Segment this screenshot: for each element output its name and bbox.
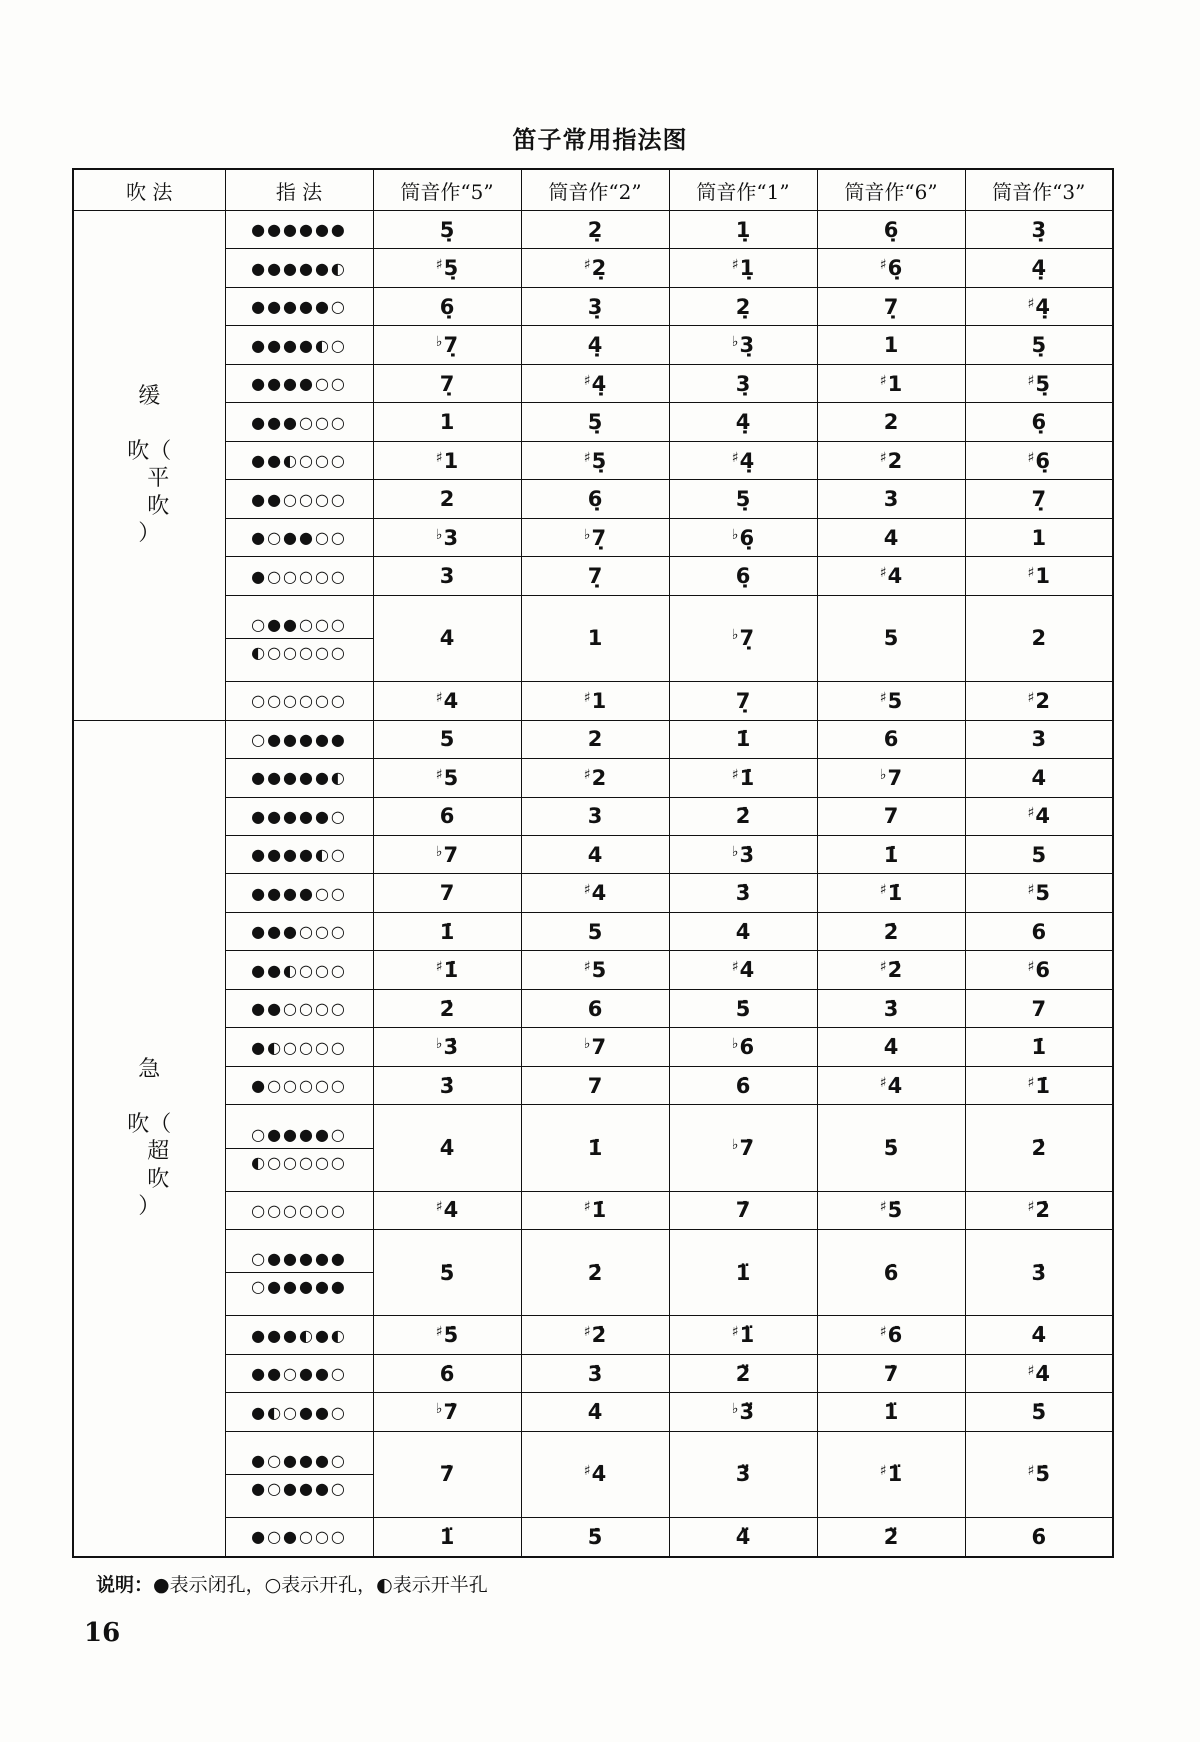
- note-cell: 4: [521, 836, 669, 874]
- note-cell: ♯6: [965, 951, 1113, 989]
- fingering-cell: [225, 912, 373, 950]
- note-cell: 6̇: [373, 1354, 521, 1392]
- note-cell: 6̣: [669, 557, 817, 595]
- fingering-cell: [225, 480, 373, 518]
- note-cell: 7: [965, 989, 1113, 1027]
- note-cell: ♯4: [373, 682, 521, 720]
- fingering-cell: [225, 759, 373, 797]
- note-cell: 2: [965, 595, 1113, 681]
- note-cell: ♯1: [965, 557, 1113, 595]
- note-cell: 5̣: [669, 480, 817, 518]
- table-row: [73, 1066, 1113, 1104]
- note-cell: ♯5̣: [373, 249, 521, 287]
- fingering-cell: [225, 441, 373, 479]
- fingering-pattern: ○○○○○○: [251, 1200, 347, 1220]
- fingering-cell: [225, 1316, 373, 1354]
- note-cell: ♯4̇: [965, 1354, 1113, 1392]
- note-cell: 4̣: [669, 403, 817, 441]
- fingering-pattern: ●●◐○○○: [251, 451, 347, 471]
- note-cell: ♭7̣: [669, 595, 817, 681]
- fingering-cell: [225, 720, 373, 758]
- table-row: [73, 1028, 1113, 1066]
- note-cell: 4̣: [521, 326, 669, 364]
- header-fingering: 指 法: [225, 169, 373, 211]
- note-cell: 2̣: [521, 211, 669, 249]
- note-cell: 5̇: [521, 1517, 669, 1557]
- fingering-pattern: ●◐○○○○: [251, 1037, 347, 1057]
- header-tube-6: 筒音作“6”: [817, 169, 965, 211]
- note-cell: 7̣: [669, 682, 817, 720]
- blow-method-slow: 缓 吹（ 平 吹 ）: [73, 211, 225, 721]
- header-blowing: 吹 法: [73, 169, 225, 211]
- note-cell: ♯4̇: [669, 951, 817, 989]
- legend-text: ●表示闭孔，○表示开孔，◐表示开半孔: [153, 1574, 488, 1596]
- table-row: [73, 989, 1113, 1027]
- note-cell: ♭7̇: [669, 1105, 817, 1191]
- note-cell: 1: [965, 518, 1113, 556]
- fingering-pattern: ●●●●◐○: [251, 335, 347, 355]
- note-cell: 2̇: [965, 1105, 1113, 1191]
- table-row: [73, 557, 1113, 595]
- note-cell: 6̇: [817, 1230, 965, 1316]
- table-row: [73, 518, 1113, 556]
- note-cell: 4̇: [373, 1105, 521, 1191]
- fingering-pattern: ●○●●○○: [251, 528, 347, 548]
- note-cell: ♯5: [965, 874, 1113, 912]
- note-cell: 5̇: [817, 1105, 965, 1191]
- note-cell: ♯5̇: [817, 1191, 965, 1229]
- note-cell: 2̣: [669, 287, 817, 325]
- table-row: [73, 403, 1113, 441]
- fingering-cell: [225, 682, 373, 720]
- header-tube-5: 筒音作“5”: [373, 169, 521, 211]
- note-cell: 7̣: [965, 480, 1113, 518]
- fingering-pattern: ●◐○●●○: [251, 1402, 347, 1422]
- note-cell: ♭3: [373, 518, 521, 556]
- note-cell: 5̣: [521, 403, 669, 441]
- table-row: [73, 720, 1113, 758]
- note-cell: 2̇: [373, 989, 521, 1027]
- note-cell: ♯2̇: [521, 1316, 669, 1354]
- note-cell: ♯5̇: [373, 1316, 521, 1354]
- note-cell: 3̣: [521, 287, 669, 325]
- fingering-cell: [225, 557, 373, 595]
- note-cell: 3: [373, 557, 521, 595]
- note-cell: 2̇: [521, 1230, 669, 1316]
- note-cell: ♯6̣: [817, 249, 965, 287]
- note-cell: 5̣: [373, 211, 521, 249]
- note-cell: 6̣: [521, 480, 669, 518]
- fingering-pattern: ●●●●○○: [251, 374, 347, 394]
- note-cell: 5: [817, 595, 965, 681]
- legend-prefix: 说明：: [96, 1574, 154, 1596]
- note-cell: ♯1̇: [373, 951, 521, 989]
- flute-fingering-table: [72, 168, 1114, 1558]
- note-cell: 2̇: [669, 797, 817, 835]
- fingering-pattern: ○○○○○○: [251, 691, 347, 711]
- header-tube-3: 筒音作“3”: [965, 169, 1113, 211]
- note-cell: ♯1̣: [669, 249, 817, 287]
- note-cell: ♯5: [521, 951, 669, 989]
- note-cell: 2̈: [817, 1517, 965, 1557]
- note-cell: 4: [965, 759, 1113, 797]
- note-cell: 1: [373, 403, 521, 441]
- note-cell: 6̣: [373, 287, 521, 325]
- note-cell: 4̇: [669, 912, 817, 950]
- note-cell: 1̇: [817, 836, 965, 874]
- fingering-cell: [225, 1230, 373, 1316]
- fingering-cell: [225, 1191, 373, 1229]
- note-cell: ♯1: [817, 364, 965, 402]
- fingering-pattern: ○●●●●●: [226, 1272, 373, 1300]
- note-cell: 3̇: [817, 989, 965, 1027]
- note-cell: ♭7̣: [521, 518, 669, 556]
- table-row: [73, 912, 1113, 950]
- note-cell: 1̇: [373, 912, 521, 950]
- fingering-pattern: ●●○○○○: [251, 489, 347, 509]
- table-row: [73, 1393, 1113, 1431]
- table-row: [73, 211, 1113, 249]
- fingering-pattern: ●●●○○○: [251, 412, 347, 432]
- note-cell: ♭3̈: [669, 1393, 817, 1431]
- note-cell: 3̇: [373, 1066, 521, 1104]
- note-cell: 2: [817, 403, 965, 441]
- note-cell: ♭7: [817, 759, 965, 797]
- fingering-pattern: ○●●○○○: [251, 614, 347, 634]
- note-cell: 4: [373, 595, 521, 681]
- note-cell: 2̇: [817, 912, 965, 950]
- note-cell: ♭7: [521, 1028, 669, 1066]
- note-cell: ♯4̣: [521, 364, 669, 402]
- header-row: [73, 169, 1113, 211]
- table-row: [73, 1431, 1113, 1517]
- note-cell: 2: [373, 480, 521, 518]
- note-cell: ♯5̣: [521, 441, 669, 479]
- note-cell: ♯4̇: [817, 1066, 965, 1104]
- fingering-pattern: ●○●●●○: [251, 1450, 347, 1470]
- fingering-cell: [225, 1517, 373, 1557]
- note-cell: ♯4: [521, 874, 669, 912]
- note-cell: 1̣: [669, 211, 817, 249]
- fingering-cell: [225, 287, 373, 325]
- table-row: [73, 797, 1113, 835]
- fingering-pattern: ●●●●●◐: [251, 258, 347, 278]
- fingering-pattern: ●○●○○○: [251, 1527, 347, 1547]
- table-row: [73, 287, 1113, 325]
- note-cell: 6: [965, 912, 1113, 950]
- note-cell: ♭7: [373, 836, 521, 874]
- table-row: [73, 1517, 1113, 1557]
- note-cell: ♯4̣: [669, 441, 817, 479]
- note-cell: 7̇: [669, 1191, 817, 1229]
- note-cell: ♭3̇: [669, 836, 817, 874]
- page-title: 笛子常用指法图: [512, 126, 688, 154]
- note-cell: 7̣: [817, 287, 965, 325]
- note-cell: ♯4: [817, 557, 965, 595]
- note-cell: 2̈: [669, 1354, 817, 1392]
- note-cell: 1̇: [965, 1028, 1113, 1066]
- table-row: [73, 364, 1113, 402]
- table-row: [73, 682, 1113, 720]
- note-cell: ♯4̇: [521, 1431, 669, 1517]
- note-cell: 6̣: [817, 211, 965, 249]
- note-cell: 3̇: [669, 874, 817, 912]
- note-cell: 7̇: [373, 1431, 521, 1517]
- note-cell: 6̇: [669, 1066, 817, 1104]
- note-cell: 5: [373, 720, 521, 758]
- note-cell: ♭3̇: [373, 1028, 521, 1066]
- table-body: [73, 211, 1113, 1558]
- fingering-pattern: ●●◐○○○: [251, 960, 347, 980]
- fingering-pattern: ●●●●◐○: [251, 845, 347, 865]
- note-cell: ♯6̇: [817, 1316, 965, 1354]
- note-cell: ♯1̈: [669, 1316, 817, 1354]
- note-cell: 7: [521, 1066, 669, 1104]
- fingering-cell: [225, 1431, 373, 1517]
- table-row: [73, 441, 1113, 479]
- table-row: [73, 951, 1113, 989]
- note-cell: ♯2̣: [521, 249, 669, 287]
- note-cell: 6: [521, 989, 669, 1027]
- fingering-pattern: ●●●○○○: [251, 922, 347, 942]
- fingering-pattern: ◐○○○○○: [226, 638, 373, 666]
- legend-note: [96, 1570, 488, 1597]
- note-cell: 1̈: [669, 1230, 817, 1316]
- note-cell: 6: [817, 720, 965, 758]
- fingering-cell: [225, 836, 373, 874]
- fingering-pattern: ●●●●●●: [251, 220, 347, 240]
- note-cell: 1: [521, 595, 669, 681]
- note-cell: 4̇: [965, 1316, 1113, 1354]
- note-cell: 4̈: [669, 1517, 817, 1557]
- note-cell: ♭6̣: [669, 518, 817, 556]
- note-cell: ♯1̇: [965, 1066, 1113, 1104]
- note-cell: ♯5̇: [965, 1431, 1113, 1517]
- note-cell: ♭3̣: [669, 326, 817, 364]
- fingering-pattern: ○●●●●●: [251, 729, 347, 749]
- fingering-pattern: ●●●●●○: [251, 297, 347, 317]
- note-cell: ♯1̇: [817, 874, 965, 912]
- note-cell: ♯5: [373, 759, 521, 797]
- note-cell: 1: [817, 326, 965, 364]
- fingering-cell: [225, 951, 373, 989]
- note-cell: 5̣: [965, 326, 1113, 364]
- note-cell: ♯1̇: [669, 759, 817, 797]
- fingering-pattern: ●●●●●○: [251, 806, 347, 826]
- note-cell: 7: [817, 797, 965, 835]
- note-cell: 4: [817, 518, 965, 556]
- fingering-cell: [225, 595, 373, 681]
- note-cell: 5̇: [669, 989, 817, 1027]
- table-row: [73, 595, 1113, 681]
- page-number: 16: [84, 1618, 121, 1648]
- header-tube-2: 筒音作“2”: [521, 169, 669, 211]
- note-cell: 3̣: [669, 364, 817, 402]
- fingering-cell: [225, 1354, 373, 1392]
- table-row: [73, 326, 1113, 364]
- note-cell: 1̇: [669, 720, 817, 758]
- note-cell: ♯4̣: [965, 287, 1113, 325]
- note-cell: ♭7̣: [373, 326, 521, 364]
- fingering-cell: [225, 249, 373, 287]
- note-cell: ♭6̇: [669, 1028, 817, 1066]
- fingering-pattern: ●●●◐●◐: [251, 1325, 347, 1345]
- note-cell: 4̣: [965, 249, 1113, 287]
- note-cell: 3̣: [965, 211, 1113, 249]
- note-cell: ♯1: [521, 682, 669, 720]
- note-cell: ♯2: [817, 441, 965, 479]
- fingering-cell: [225, 403, 373, 441]
- fingering-cell: [225, 1066, 373, 1104]
- fingering-pattern: ●○○○○○: [251, 566, 347, 586]
- fingering-pattern: ●●○●●○: [251, 1364, 347, 1384]
- fingering-cell: [225, 1393, 373, 1431]
- note-cell: ♯2̇: [965, 1191, 1113, 1229]
- fingering-pattern: ◐○○○○○: [226, 1148, 373, 1176]
- note-cell: 3̈: [669, 1431, 817, 1517]
- header-tube-1: 筒音作“1”: [669, 169, 817, 211]
- fingering-pattern: ●○○○○○: [251, 1076, 347, 1096]
- table-row: [73, 1105, 1113, 1191]
- note-cell: 3̇: [521, 1354, 669, 1392]
- note-cell: ♯2̇: [817, 951, 965, 989]
- note-cell: ♯1̇: [521, 1191, 669, 1229]
- note-cell: ♯2: [965, 682, 1113, 720]
- note-cell: 4̇: [521, 1393, 669, 1431]
- table-row: [73, 759, 1113, 797]
- fingering-pattern: ●●○○○○: [251, 999, 347, 1019]
- note-cell: 2: [521, 720, 669, 758]
- note-cell: 3̇: [965, 1230, 1113, 1316]
- fingering-pattern: ●●●●●◐: [251, 768, 347, 788]
- fingering-cell: [225, 211, 373, 249]
- table-row: [73, 480, 1113, 518]
- note-cell: 5: [965, 836, 1113, 874]
- note-cell: 7̣: [521, 557, 669, 595]
- table-row: [73, 874, 1113, 912]
- blow-method-fast: 急 吹（ 超 吹 ）: [73, 720, 225, 1557]
- note-cell: 1̇: [521, 1105, 669, 1191]
- table-row: [73, 1230, 1113, 1316]
- note-cell: 1̈: [373, 1517, 521, 1557]
- note-cell: 7̣: [373, 364, 521, 402]
- note-cell: 5̇: [373, 1230, 521, 1316]
- note-cell: ♯4̇: [373, 1191, 521, 1229]
- note-cell: 3: [817, 480, 965, 518]
- note-cell: 3: [965, 720, 1113, 758]
- fingering-pattern: ○●●●●○: [251, 1124, 347, 1144]
- note-cell: 7̇: [817, 1354, 965, 1392]
- table-row: [73, 1191, 1113, 1229]
- note-cell: 5: [521, 912, 669, 950]
- note-cell: 4̇: [817, 1028, 965, 1066]
- note-cell: ♯6̣: [965, 441, 1113, 479]
- note-cell: 7: [373, 874, 521, 912]
- note-cell: ♯5̣: [965, 364, 1113, 402]
- fingering-cell: [225, 1105, 373, 1191]
- fingering-cell: [225, 989, 373, 1027]
- note-cell: ♯5: [817, 682, 965, 720]
- note-cell: ♯2: [521, 759, 669, 797]
- fingering-pattern: ●●●●○○: [251, 883, 347, 903]
- note-cell: ♯1: [373, 441, 521, 479]
- table-row: [73, 1316, 1113, 1354]
- table-row: [73, 1354, 1113, 1392]
- fingering-cell: [225, 364, 373, 402]
- fingering-cell: [225, 1028, 373, 1066]
- fingering-pattern: ●○●●●○: [226, 1474, 373, 1502]
- fingering-cell: [225, 797, 373, 835]
- note-cell: 3: [521, 797, 669, 835]
- fingering-pattern: ○●●●●●: [251, 1249, 347, 1269]
- note-cell: 1̈: [817, 1393, 965, 1431]
- note-cell: ♭7̇: [373, 1393, 521, 1431]
- note-cell: ♯1̈: [817, 1431, 965, 1517]
- fingering-cell: [225, 518, 373, 556]
- fingering-cell: [225, 874, 373, 912]
- note-cell: 6̣: [965, 403, 1113, 441]
- note-cell: ♯4: [965, 797, 1113, 835]
- note-cell: 5̇: [965, 1393, 1113, 1431]
- table-row: [73, 836, 1113, 874]
- note-cell: 6: [373, 797, 521, 835]
- table-row: [73, 249, 1113, 287]
- note-cell: 6̇: [965, 1517, 1113, 1557]
- fingering-cell: [225, 326, 373, 364]
